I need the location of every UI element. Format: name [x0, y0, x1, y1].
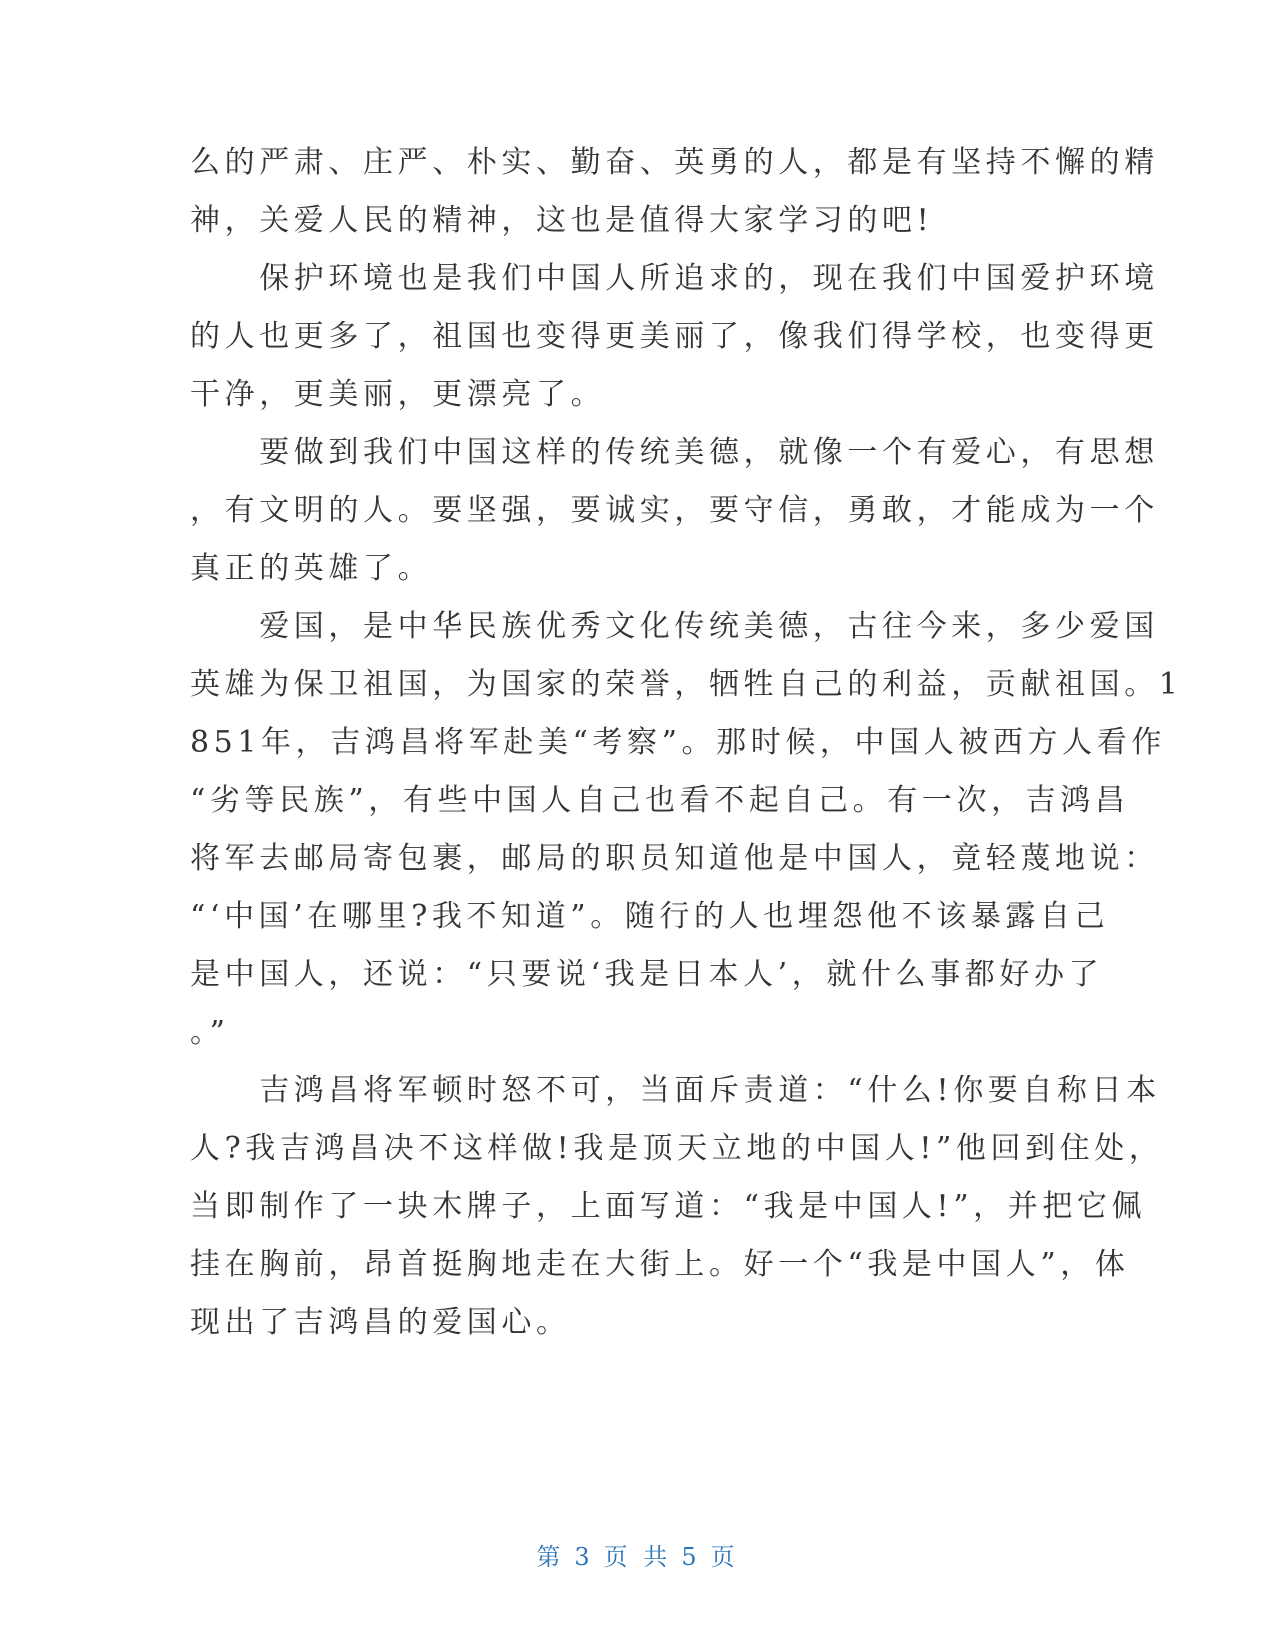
text-line: 现出了吉鸿昌的爱国心。	[190, 1305, 571, 1340]
footer-total-pages: 5	[681, 1543, 701, 1571]
text-line: 神，关爱人民的精神，这也是值得大家学习的吧!	[190, 203, 934, 238]
text-line: 人?我吉鸿昌决不这样做!我是顶天立地的中国人!”他回到住处，	[190, 1131, 1164, 1166]
text-line: “劣等民族”，有些中国人自己也看不起自己。有一次，吉鸿昌	[190, 783, 1130, 818]
footer-suffix: 页	[710, 1543, 739, 1571]
text-line: “‘中国’在哪里?我不知道”。随行的人也埋怨他不该暴露自己	[190, 899, 1110, 934]
text-line: 的人也更多了，祖国也变得更美丽了，像我们得学校，也变得更	[190, 319, 1159, 354]
footer-prefix: 第	[536, 1543, 565, 1571]
text-line: 保护环境也是我们中国人所追求的，现在我们中国爱护环境	[190, 261, 1159, 296]
text-line: 真正的英雄了。	[190, 551, 433, 586]
footer-middle: 页 共	[603, 1543, 672, 1571]
text-line: 干净，更美丽，更漂亮了。	[190, 377, 606, 412]
text-line: 当即制作了一块木牌子，上面写道：“我是中国人!”，并把它佩	[190, 1189, 1147, 1224]
text-line: ，有文明的人。要坚强，要诚实，要守信，勇敢，才能成为一个	[190, 493, 1159, 528]
text-line: 。”	[190, 1015, 230, 1050]
text-line: 英雄为保卫祖国，为国家的荣誉，牺牲自己的利益，贡献祖国。1	[190, 667, 1183, 702]
text-line: 将军去邮局寄包裹，邮局的职员知道他是中国人，竟轻蔑地说：	[190, 841, 1159, 876]
text-line: 是中国人，还说：“只要说‘我是日本人’，就什么事都好办了	[190, 957, 1104, 992]
text-line: 吉鸿昌将军顿时怒不可，当面斥责道：“什么!你要自称日本	[190, 1073, 1161, 1108]
text-line: 么的严肃、庄严、朴实、勤奋、英勇的人，都是有坚持不懈的精	[190, 145, 1159, 180]
text-line: 851年，吉鸿昌将军赴美“考察”。那时候，中国人被西方人看作	[190, 725, 1166, 760]
text-line: 爱国，是中华民族优秀文化传统美德，古往今来，多少爱国	[190, 609, 1159, 644]
text-line: 挂在胸前，昂首挺胸地走在大街上。好一个“我是中国人”，体	[190, 1247, 1130, 1282]
page-footer	[0, 1542, 1275, 1572]
footer-page-number: 3	[574, 1543, 594, 1571]
text-line: 要做到我们中国这样的传统美德，就像一个有爱心，有思想	[190, 435, 1159, 470]
